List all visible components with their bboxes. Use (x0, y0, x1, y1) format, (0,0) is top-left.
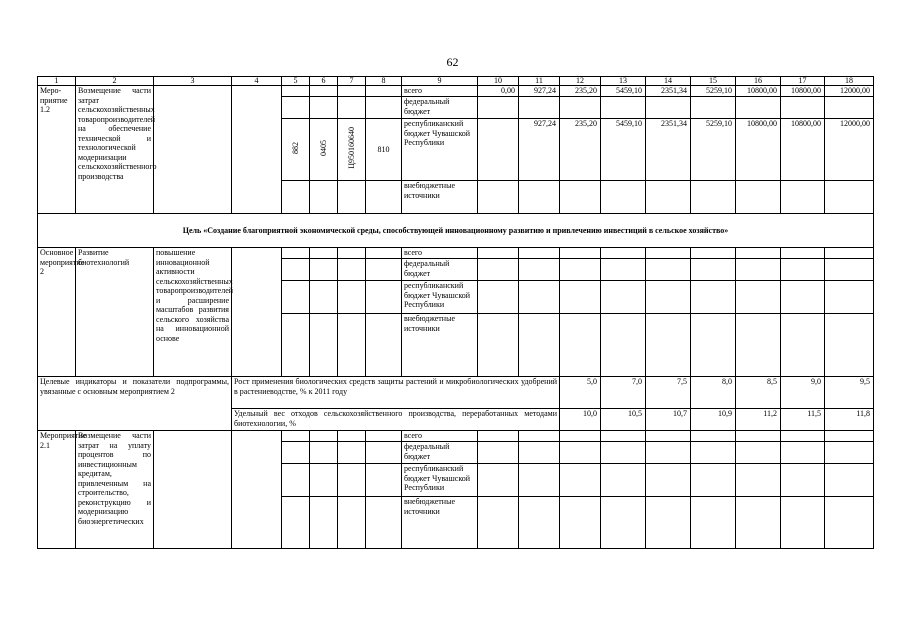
executor-cell (232, 248, 282, 377)
value-cell (560, 431, 601, 442)
measure-name: Возмещение части затрат сельскохозяйственных товаропроизводителей на обеспечение технической и технологической модернизации сельскохозяйственного производства (76, 86, 154, 214)
indicator-value: 10,5 (601, 409, 646, 431)
value-cell (736, 464, 781, 497)
table-row (38, 86, 874, 97)
code-cell (366, 86, 402, 97)
value-cell (478, 497, 519, 549)
value-cell (691, 181, 736, 214)
page-number: 62 (446, 55, 459, 69)
value-cell (691, 281, 736, 314)
source-label: внебюджетные источники (402, 181, 478, 214)
value-cell (691, 497, 736, 549)
indicator-value: 11,2 (736, 409, 781, 431)
code-cell (338, 97, 366, 119)
code-grbs: 882 (282, 119, 310, 181)
value-cell (825, 464, 874, 497)
column-number: 10 (478, 77, 519, 86)
value-cell (691, 431, 736, 442)
code-cell (338, 181, 366, 214)
table-row (38, 431, 874, 442)
value-cell: 235,20 (560, 86, 601, 97)
measure-type: Мероприятие 2.1 (38, 431, 76, 549)
value-cell (825, 431, 874, 442)
value-cell: 12000,00 (825, 86, 874, 97)
value-cell (560, 442, 601, 464)
indicator-value: 9,5 (825, 377, 874, 409)
code-cell (310, 86, 338, 97)
value-cell (646, 259, 691, 281)
value-cell (478, 464, 519, 497)
value-cell (601, 497, 646, 549)
code-cell (310, 442, 338, 464)
indicators-label: Целевые индикаторы и показатели подпрограммы, увязанные с основным мероприятием 2 (38, 377, 232, 431)
value-cell (825, 248, 874, 259)
code-cell (310, 464, 338, 497)
code-cell (282, 259, 310, 281)
indicator-text: Рост применения биологических средств защиты растений и микробиологических удобрений в растениеводстве, % к 2011 году (232, 377, 560, 409)
code-cell (338, 442, 366, 464)
source-label: республиканский бюджет Чувашской Республики (402, 464, 478, 497)
code-cell (366, 281, 402, 314)
value-cell (736, 314, 781, 377)
code-cell (282, 442, 310, 464)
code-cell (282, 97, 310, 119)
column-number: 6 (310, 77, 338, 86)
goal-heading: Цель «Создание благоприятной экономической среды, способствующей инновационному развитию и привлечению инвестиций в сельское хозяйство» (38, 214, 874, 248)
value-cell (781, 464, 825, 497)
code-cell (366, 314, 402, 377)
indicator-row (38, 377, 874, 409)
indicator-value: 8,0 (691, 377, 736, 409)
value-cell (781, 431, 825, 442)
value-cell: 0,00 (478, 86, 519, 97)
value-cell (478, 248, 519, 259)
code-cell (310, 181, 338, 214)
value-cell (646, 497, 691, 549)
source-label: всего (402, 248, 478, 259)
value-cell (736, 281, 781, 314)
value-cell (519, 281, 560, 314)
column-number: 14 (646, 77, 691, 86)
value-cell (478, 281, 519, 314)
column-number-row (38, 77, 874, 86)
goal-row (38, 214, 874, 248)
value-cell: 10800,00 (736, 86, 781, 97)
value-cell (519, 97, 560, 119)
code-rzpr: 0405 (310, 119, 338, 181)
value-cell (781, 442, 825, 464)
value-cell (519, 464, 560, 497)
value-cell (478, 97, 519, 119)
value-cell: 10800,00 (781, 119, 825, 181)
value-cell (691, 442, 736, 464)
value-cell (825, 497, 874, 549)
value-cell (781, 181, 825, 214)
value-cell (478, 431, 519, 442)
value-cell: 927,24 (519, 86, 560, 97)
value-cell (691, 314, 736, 377)
code-cell (366, 97, 402, 119)
executor-cell (232, 86, 282, 214)
column-number: 13 (601, 77, 646, 86)
code-cell (282, 464, 310, 497)
column-number: 9 (402, 77, 478, 86)
value-cell (560, 464, 601, 497)
value-cell (736, 248, 781, 259)
indicator-text: Удельный вес отходов сельскохозяйственного производства, переработанных методами биотехнологии, % (232, 409, 560, 431)
code-cell (282, 314, 310, 377)
code-cell (338, 497, 366, 549)
value-cell (825, 259, 874, 281)
column-number: 2 (76, 77, 154, 86)
value-cell (601, 248, 646, 259)
value-cell (601, 259, 646, 281)
code-cell (366, 497, 402, 549)
value-cell (560, 181, 601, 214)
column-number: 3 (154, 77, 232, 86)
code-cell (310, 281, 338, 314)
value-cell (646, 281, 691, 314)
column-number: 17 (781, 77, 825, 86)
code-cell (338, 281, 366, 314)
value-cell (825, 281, 874, 314)
code-cell (366, 431, 402, 442)
code-vr: 810 (366, 119, 402, 181)
value-cell (691, 259, 736, 281)
value-cell (519, 314, 560, 377)
value-cell (519, 431, 560, 442)
code-cell (310, 314, 338, 377)
value-cell (601, 431, 646, 442)
code-cell (282, 497, 310, 549)
value-cell (560, 281, 601, 314)
code-cell (282, 281, 310, 314)
measure-type: Меро-приятие 1.2 (38, 86, 76, 214)
goal-cell: повышение инновационной активности сельскохозяйственных товаропроизводителей и расширение масштабов развития сельского хозяйства на инновационной основе (154, 248, 232, 377)
value-cell: 2351,34 (646, 86, 691, 97)
column-number: 8 (366, 77, 402, 86)
source-label: республиканский бюджет Чувашской Республики (402, 119, 478, 181)
value-cell (781, 97, 825, 119)
value-cell: 10800,00 (781, 86, 825, 97)
code-cell (338, 464, 366, 497)
source-label: внебюджетные источники (402, 314, 478, 377)
value-cell (691, 248, 736, 259)
code-cell (338, 314, 366, 377)
value-cell (736, 431, 781, 442)
value-cell (601, 281, 646, 314)
source-label: федеральный бюджет (402, 442, 478, 464)
column-number: 15 (691, 77, 736, 86)
goal-cell (154, 86, 232, 214)
value-cell (478, 314, 519, 377)
value-cell: 5459,10 (601, 86, 646, 97)
value-cell: 12000,00 (825, 119, 874, 181)
indicator-value: 8,5 (736, 377, 781, 409)
indicator-value: 10,9 (691, 409, 736, 431)
value-cell: 10800,00 (736, 119, 781, 181)
value-cell (736, 259, 781, 281)
value-cell (478, 442, 519, 464)
column-number: 11 (519, 77, 560, 86)
code-cell (366, 181, 402, 214)
goal-cell (154, 431, 232, 549)
value-cell (478, 259, 519, 281)
value-cell: 927,24 (519, 119, 560, 181)
code-cell (310, 259, 338, 281)
code-cell (338, 86, 366, 97)
value-cell (478, 181, 519, 214)
code-cell (366, 442, 402, 464)
value-cell (601, 314, 646, 377)
value-cell: 5459,10 (601, 119, 646, 181)
table-row (38, 248, 874, 259)
column-number: 12 (560, 77, 601, 86)
value-cell (781, 314, 825, 377)
value-cell (781, 259, 825, 281)
measure-name: Развитие биотехнологий (76, 248, 154, 377)
source-label: внебюджетные источники (402, 497, 478, 549)
code-cell (310, 497, 338, 549)
code-cell (310, 248, 338, 259)
code-csr: Ц950160640 (338, 119, 366, 181)
code-cell (310, 431, 338, 442)
code-cell (282, 431, 310, 442)
program-table (37, 76, 874, 549)
indicator-value: 7,5 (646, 377, 691, 409)
code-cell (282, 86, 310, 97)
value-cell: 5259,10 (691, 86, 736, 97)
code-cell (366, 259, 402, 281)
source-label: федеральный бюджет (402, 97, 478, 119)
executor-cell (232, 431, 282, 549)
code-cell (338, 248, 366, 259)
value-cell (601, 97, 646, 119)
indicator-value: 9,0 (781, 377, 825, 409)
value-cell (519, 497, 560, 549)
code-cell (366, 464, 402, 497)
code-cell (282, 181, 310, 214)
value-cell (736, 97, 781, 119)
indicator-value: 11,8 (825, 409, 874, 431)
value-cell (691, 97, 736, 119)
code-cell (338, 431, 366, 442)
value-cell (519, 442, 560, 464)
column-number: 16 (736, 77, 781, 86)
column-number: 18 (825, 77, 874, 86)
value-cell (560, 314, 601, 377)
value-cell (736, 181, 781, 214)
measure-type: Основное мероприятие 2 (38, 248, 76, 377)
value-cell (691, 464, 736, 497)
source-label: всего (402, 431, 478, 442)
value-cell (646, 314, 691, 377)
column-number: 7 (338, 77, 366, 86)
value-cell (601, 442, 646, 464)
value-cell (478, 119, 519, 181)
value-cell (646, 248, 691, 259)
value-cell (825, 181, 874, 214)
value-cell (519, 259, 560, 281)
value-cell: 235,20 (560, 119, 601, 181)
column-number: 5 (282, 77, 310, 86)
code-cell (366, 248, 402, 259)
value-cell: 2351,34 (646, 119, 691, 181)
value-cell (560, 259, 601, 281)
measure-name: Возмещение части затрат на уплату процентов по инвестиционным кредитам, привлеченным на строительство, реконструкцию и модернизацию биоэнергетических (76, 431, 154, 549)
value-cell (825, 442, 874, 464)
indicator-value: 7,0 (601, 377, 646, 409)
value-cell (560, 497, 601, 549)
value-cell (646, 97, 691, 119)
value-cell (781, 281, 825, 314)
value-cell (781, 497, 825, 549)
value-cell (646, 464, 691, 497)
indicator-value: 11,5 (781, 409, 825, 431)
value-cell (646, 442, 691, 464)
indicator-value: 10,0 (560, 409, 601, 431)
value-cell (560, 248, 601, 259)
value-cell (736, 497, 781, 549)
column-number: 1 (38, 77, 76, 86)
value-cell (825, 97, 874, 119)
code-cell (338, 259, 366, 281)
indicator-value: 5,0 (560, 377, 601, 409)
column-number: 4 (232, 77, 282, 86)
source-label: федеральный бюджет (402, 259, 478, 281)
source-label: республиканский бюджет Чувашской Республики (402, 281, 478, 314)
indicator-value: 10,7 (646, 409, 691, 431)
code-cell (310, 97, 338, 119)
value-cell (825, 314, 874, 377)
value-cell: 5259,10 (691, 119, 736, 181)
value-cell (736, 442, 781, 464)
value-cell (519, 248, 560, 259)
value-cell (646, 181, 691, 214)
code-cell (282, 248, 310, 259)
value-cell (781, 248, 825, 259)
value-cell (519, 181, 560, 214)
value-cell (601, 181, 646, 214)
value-cell (601, 464, 646, 497)
value-cell (560, 97, 601, 119)
source-label: всего (402, 86, 478, 97)
value-cell (646, 431, 691, 442)
